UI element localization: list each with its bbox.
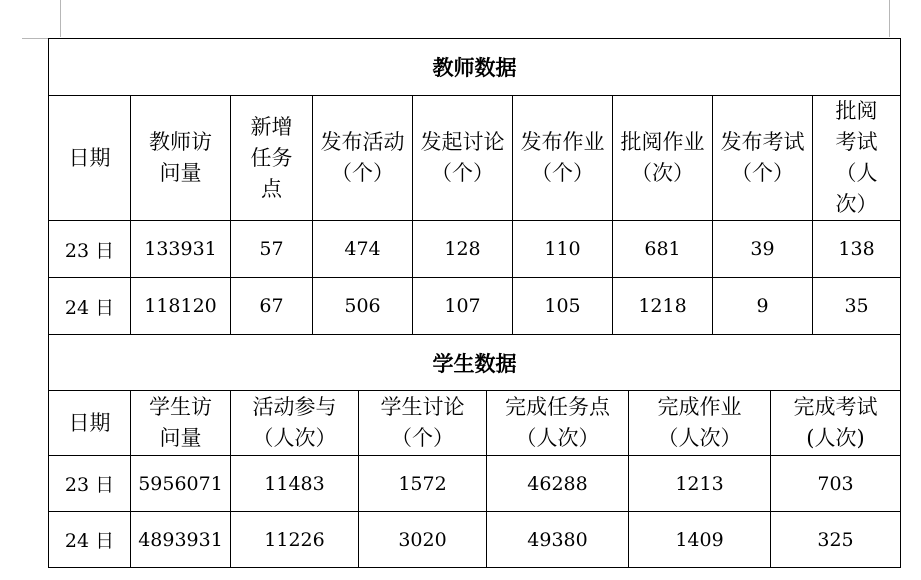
header-student-visits [131,391,231,456]
table-cell: 128 [413,221,513,278]
table-cell: 1213 [629,456,771,512]
table-cell: 9 [713,278,813,335]
header-activity-participation [231,391,359,456]
header-completed-task-points [487,391,629,456]
header-label: 日期 [68,145,111,170]
table-cell: 703 [771,456,901,512]
table-cell: 105 [513,278,613,335]
header-published-exams [713,96,813,221]
header-teacher-visits [131,96,231,221]
table-cell: 138 [813,221,901,278]
row-date: 24 日 [49,278,131,335]
table-cell: 49380 [487,512,629,568]
header-published-activities [313,96,413,221]
header-label: 学生讨论（个） [380,395,465,450]
header-completed-assignments [629,391,771,456]
teacher-data-table [48,38,901,335]
student-section-title: 学生数据 [49,335,901,391]
header-graded-assignments [613,96,713,221]
table-cell: 107 [413,278,513,335]
table-row [49,278,901,335]
row-date: 24 日 [49,512,131,568]
header-label: 发起讨论（个） [420,130,505,185]
header-student-discussions [359,391,487,456]
table-cell: 39 [713,221,813,278]
table-cell: 474 [313,221,413,278]
header-label: 学生访问量 [149,395,212,450]
header-new-task-points [231,96,313,221]
crop-mark-left-vertical [60,0,61,37]
table-cell: 3020 [359,512,487,568]
header-label: 活动参与（人次） [252,395,337,450]
header-published-assignments [513,96,613,221]
table-cell: 118120 [131,278,231,335]
header-date [49,391,131,456]
header-label: 批阅作业（次） [620,130,705,185]
crop-mark-right-vertical [889,0,890,37]
table-row [49,456,901,512]
header-label: 日期 [68,410,111,435]
table-cell: 1409 [629,512,771,568]
header-date [49,96,131,221]
table-cell: 35 [813,278,901,335]
table-cell: 5956071 [131,456,231,512]
student-header-row [49,391,901,456]
table-cell: 67 [231,278,313,335]
header-completed-exams [771,391,901,456]
table-cell: 4893931 [131,512,231,568]
teacher-header-row [49,96,901,221]
teacher-section-title: 教师数据 [49,39,901,96]
table-cell: 11226 [231,512,359,568]
header-started-discussions [413,96,513,221]
table-cell: 110 [513,221,613,278]
table-cell: 133931 [131,221,231,278]
header-label: 完成作业（人次） [657,395,742,450]
table-cell: 681 [613,221,713,278]
table-cell: 57 [231,221,313,278]
table-cell: 46288 [487,456,629,512]
header-label: 完成任务点（人次） [505,395,610,450]
header-graded-exams [813,96,901,221]
header-label: 教师访问量 [149,130,212,185]
row-date: 23 日 [49,456,131,512]
table-cell: 1572 [359,456,487,512]
student-data-table [48,334,901,568]
table-cell: 1218 [613,278,713,335]
table-row [49,512,901,568]
header-label: 新增任务点 [250,114,293,201]
table-cell: 325 [771,512,901,568]
header-label: 发布考试（个） [720,130,805,185]
row-date: 23 日 [49,221,131,278]
table-cell: 506 [313,278,413,335]
table-row [49,221,901,278]
header-label: 发布作业（个） [520,130,605,185]
header-label: 批阅考试（人次） [835,99,878,216]
header-label: 发布活动（个） [320,130,405,185]
header-label: 完成考试(人次) [793,395,878,450]
table-cell: 11483 [231,456,359,512]
